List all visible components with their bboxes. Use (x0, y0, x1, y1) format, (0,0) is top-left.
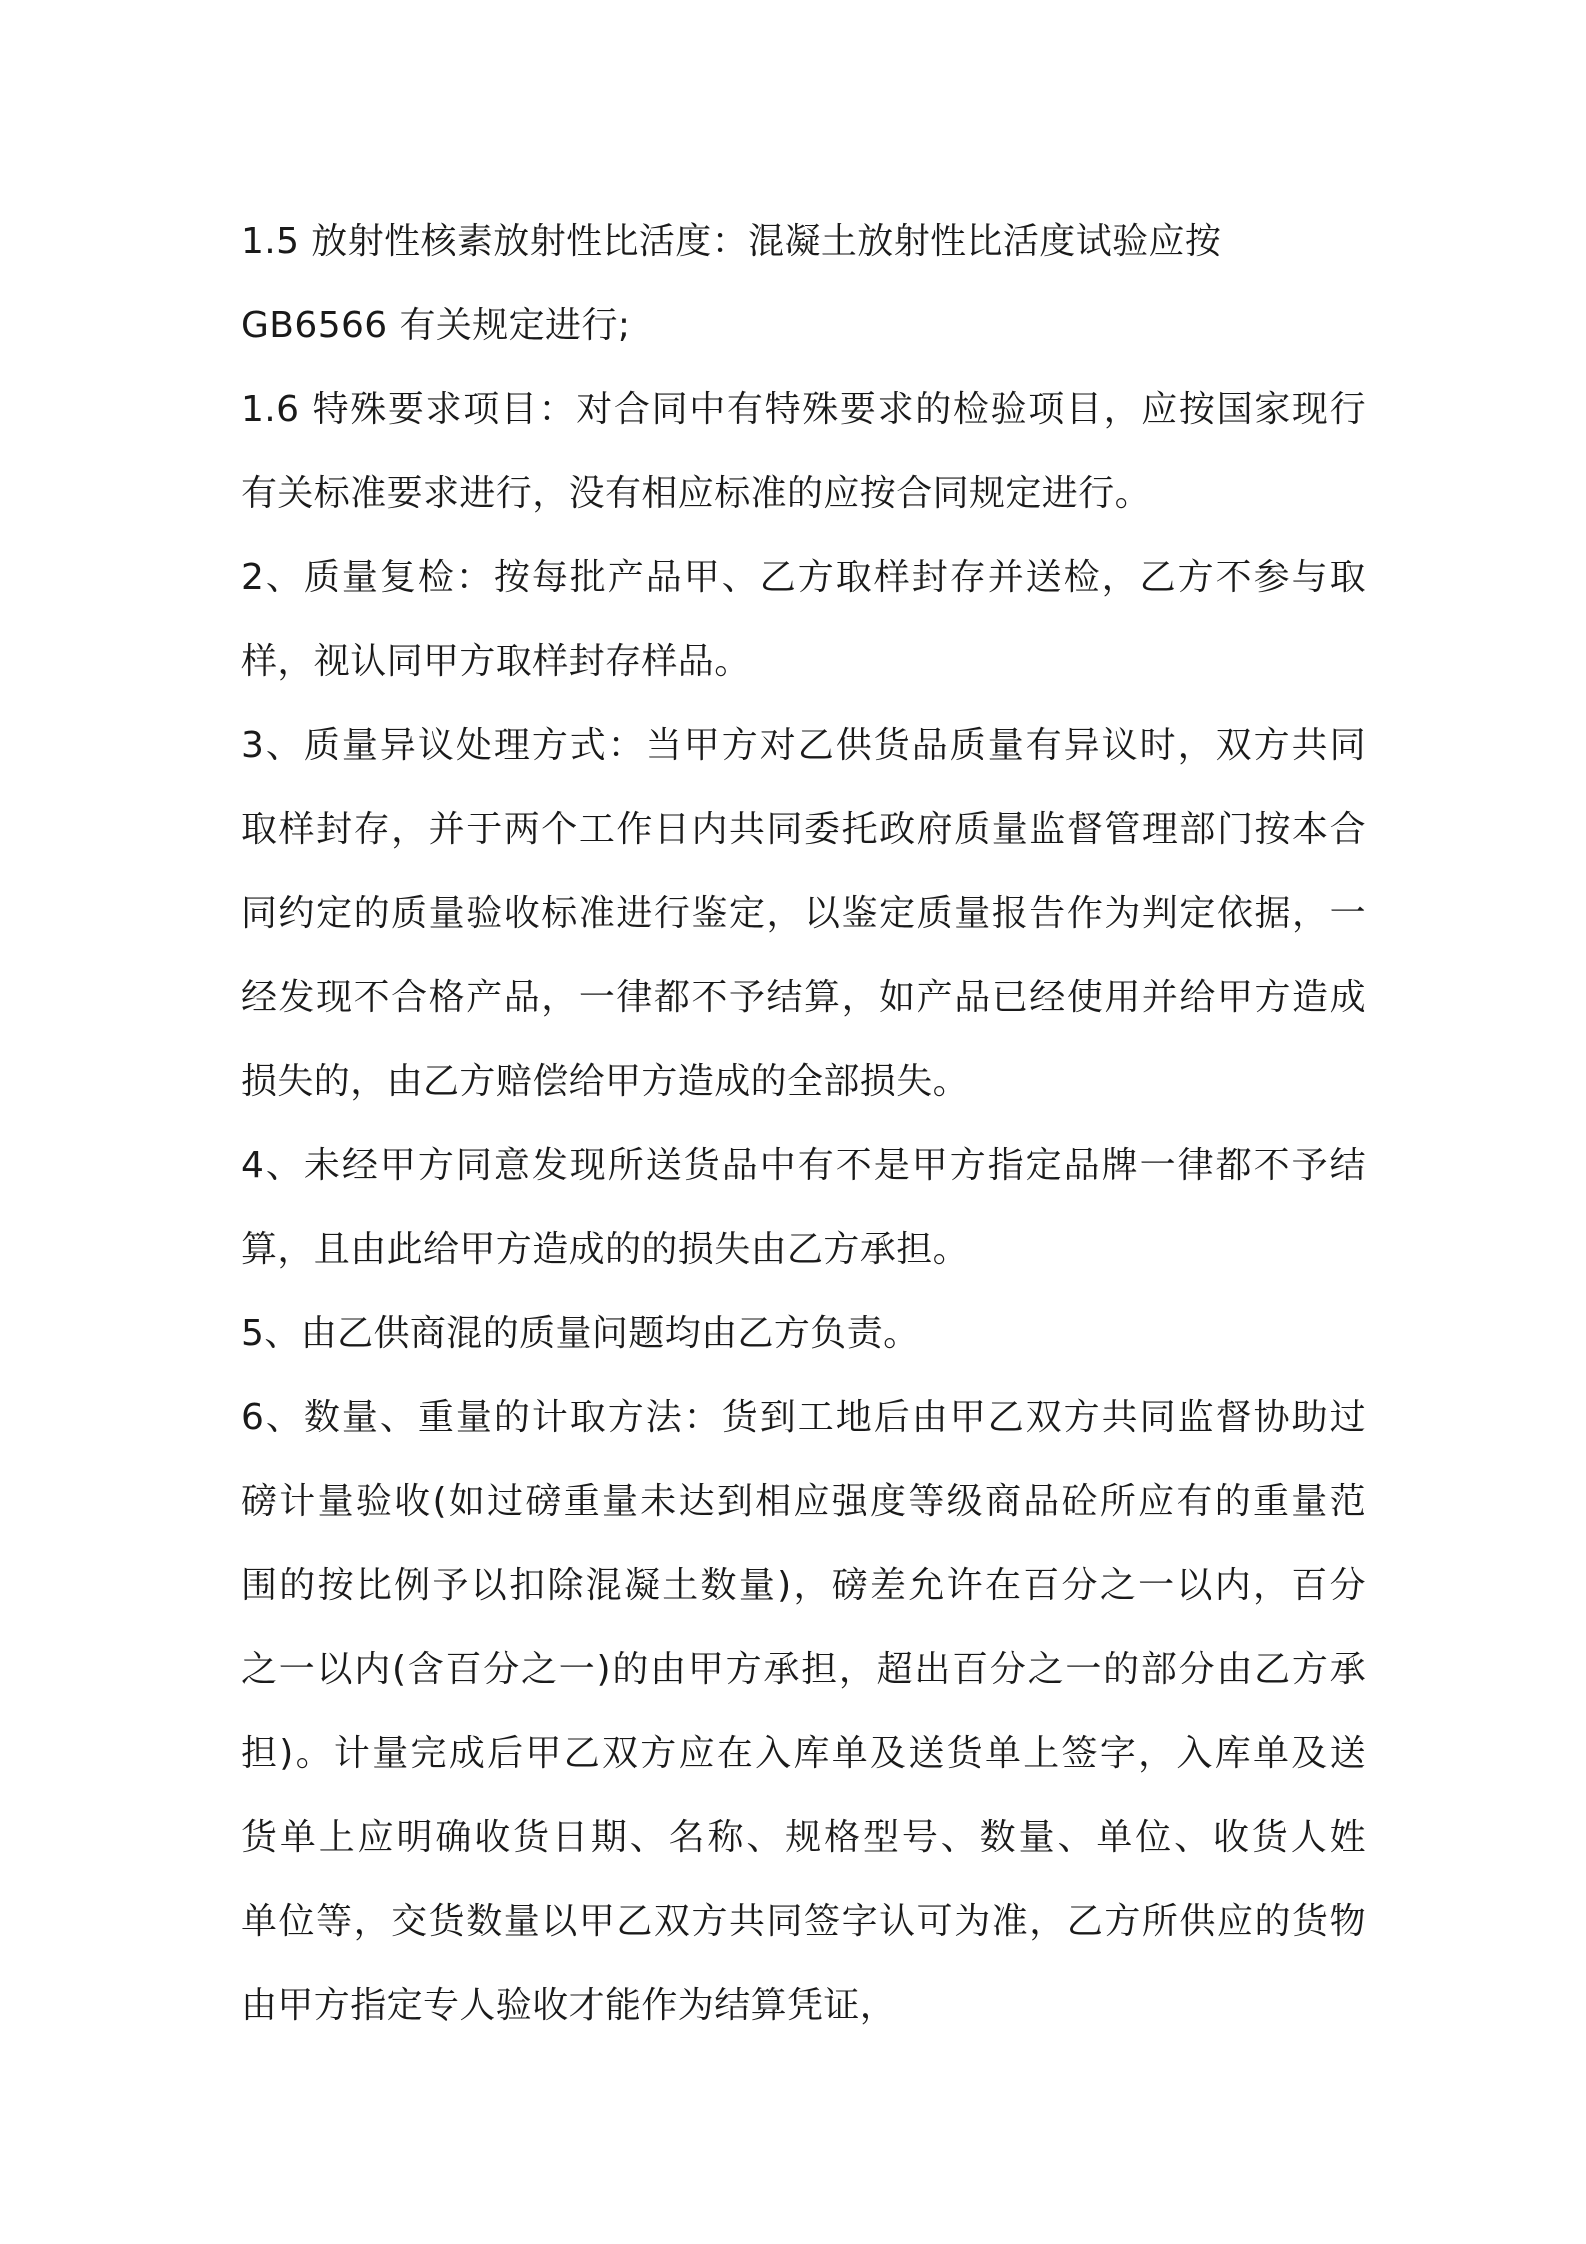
text-line: 经发现不合格产品，一律都不予结算，如产品已经使用并给甲方造成 (241, 977, 1366, 1018)
text-line: 担)。计量完成后甲乙双方应在入库单及送货单上签字，入库单及送 (241, 1733, 1366, 1774)
text-line: 单位等，交货数量以甲乙双方共同签字认可为准，乙方所供应的货物 (241, 1901, 1366, 1942)
text-line: 4、未经甲方同意发现所送货品中有不是甲方指定品牌一律都不予结 (241, 1145, 1366, 1186)
text-line: 取样封存，并于两个工作日内共同委托政府质量监督管理部门按本合 (241, 809, 1366, 850)
text-line: 损失的，由乙方赔偿给甲方造成的全部损失。 (241, 1061, 970, 1102)
text-line: 磅计量验收(如过磅重量未达到相应强度等级商品砼所应有的重量范 (241, 1481, 1366, 1522)
text-line: 1.6 特殊要求项目：对合同中有特殊要求的检验项目，应按国家现行 (241, 389, 1366, 430)
text-line: 5、由乙供商混的质量问题均由乙方负责。 (241, 1313, 920, 1354)
text-line: 同约定的质量验收标准进行鉴定，以鉴定质量报告作为判定依据，一 (241, 893, 1366, 934)
text-line: 由甲方指定专人验收才能作为结算凭证， (241, 1985, 897, 2026)
text-line: 算，且由此给甲方造成的的损失由乙方承担。 (241, 1229, 970, 1270)
text-line: 1.5 放射性核素放射性比活度：混凝土放射性比活度试验应按 (241, 221, 1222, 262)
text-line: 6、数量、重量的计取方法：货到工地后由甲乙双方共同监督协助过 (241, 1397, 1366, 1438)
text-line: 3、质量异议处理方式：当甲方对乙供货品质量有异议时，双方共同 (241, 725, 1366, 766)
text-line: GB6566 有关规定进行; (241, 305, 631, 346)
text-line: 之一以内(含百分之一)的由甲方承担，超出百分之一的部分由乙方承 (241, 1649, 1366, 1690)
text-line: 2、质量复检：按每批产品甲、乙方取样封存并送检，乙方不参与取 (241, 557, 1366, 598)
text-line: 围的按比例予以扣除混凝土数量)，磅差允许在百分之一以内，百分 (241, 1565, 1366, 1606)
contract-text-body (241, 200, 1366, 2048)
text-line: 有关标准要求进行，没有相应标准的应按合同规定进行。 (241, 473, 1152, 514)
text-line: 样，视认同甲方取样封存样品。 (241, 641, 751, 682)
text-line: 货单上应明确收货日期、名称、规格型号、数量、单位、收货人姓 (241, 1817, 1366, 1858)
